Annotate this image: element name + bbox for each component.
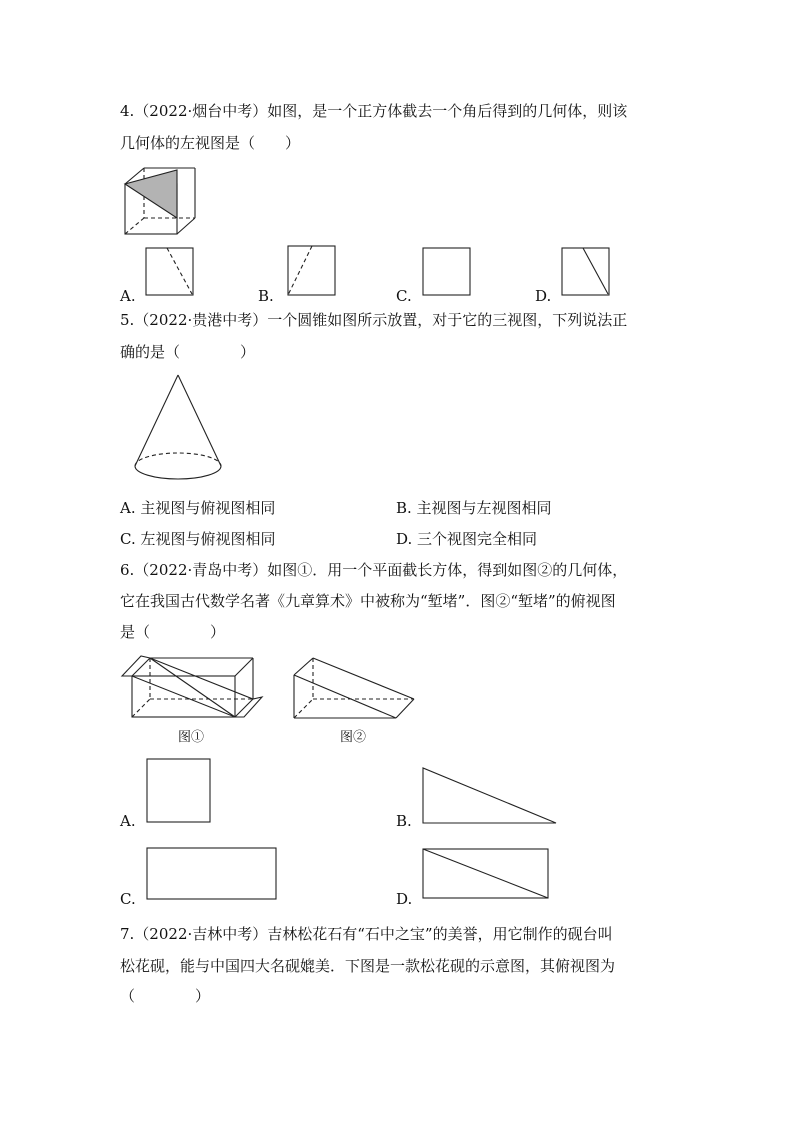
q6-option-a-label: A. <box>120 812 136 830</box>
q6-option-d-figure <box>422 848 550 900</box>
q6-text-line3: 是（ ） <box>120 623 226 641</box>
q6-figure-1-cuboid <box>118 654 266 726</box>
q5-option-d: D. 三个视图完全相同 <box>396 530 538 548</box>
q4-option-c-label: C. <box>396 287 412 305</box>
q4-option-b-label: B. <box>258 287 274 305</box>
q6-option-b-figure <box>422 767 558 825</box>
q6-figure-2-qiandu <box>292 656 418 722</box>
q6-option-a-figure <box>146 758 212 824</box>
q6-option-b-label: B. <box>396 812 412 830</box>
q5-option-c: C. 左视图与俯视图相同 <box>120 530 276 548</box>
q5-text-line1: 5.（2022·贵港中考）一个圆锥如图所示放置，对于它的三视图，下列说法正 <box>120 311 628 329</box>
q4-text-line2: 几何体的左视图是（ ） <box>120 134 301 152</box>
q4-text-line1: 4.（2022·烟台中考）如图，是一个正方体截去一个角后得到的几何体，则该 <box>120 102 628 120</box>
q6-option-d-label: D. <box>396 890 413 908</box>
q4-option-b-figure <box>287 245 337 297</box>
q6-option-c-figure <box>146 847 278 901</box>
q5-cone-figure <box>130 372 226 484</box>
q4-cube-figure <box>120 165 200 237</box>
q6-text-line1: 6.（2022·青岛中考）如图①．用一个平面截长方体，得到如图②的几何体， <box>120 561 628 579</box>
q7-text-line3: （ ） <box>120 987 211 1005</box>
q6-figure-1-label: 图① <box>178 730 205 745</box>
q5-option-a: A. 主视图与俯视图相同 <box>120 499 276 517</box>
q6-option-c-label: C. <box>120 890 136 908</box>
q5-option-b: B. 主视图与左视图相同 <box>396 499 552 517</box>
q5-text-line2: 确的是（ ） <box>120 343 256 361</box>
q7-text-line1: 7.（2022·吉林中考）吉林松花石有“石中之宝”的美誉，用它制作的砚台叫 <box>120 925 613 943</box>
q7-text-line2: 松花砚，能与中国四大名砚媲美．下图是一款松花砚的示意图，其俯视图为 <box>120 957 616 975</box>
q4-option-d-figure <box>561 247 611 297</box>
q4-option-a-figure <box>145 247 195 297</box>
q4-option-d-label: D. <box>535 287 552 305</box>
q6-figure-2-label: 图② <box>340 730 367 745</box>
q4-option-a-label: A. <box>120 287 136 305</box>
q4-option-c-figure <box>422 247 472 297</box>
q6-text-line2: 它在我国古代数学名著《九章算术》中被称为“堑堵”．图②“堑堵”的俯视图 <box>120 592 616 610</box>
